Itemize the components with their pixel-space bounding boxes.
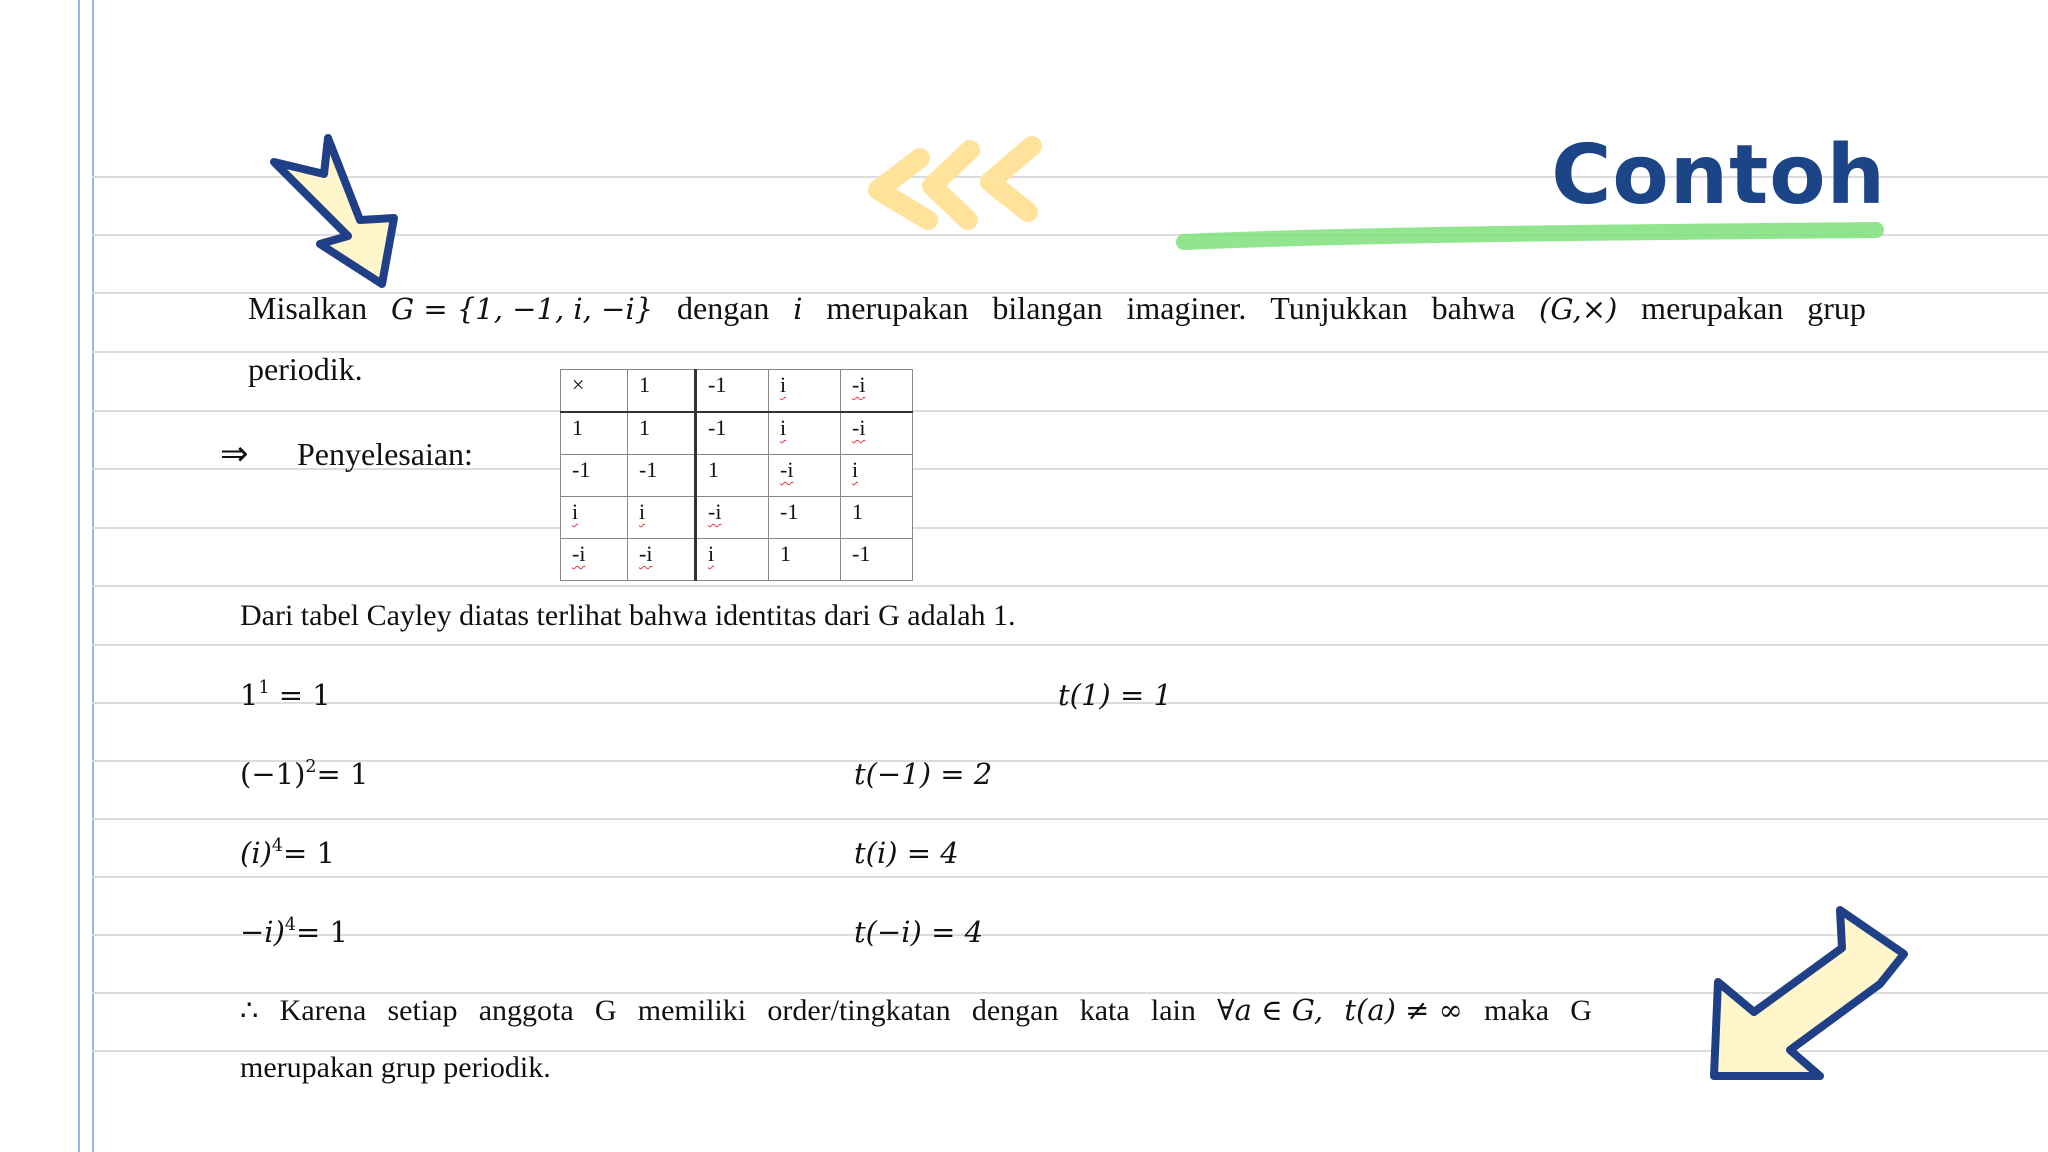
ruled-line: [92, 351, 2048, 353]
conclusion-word: lain: [1150, 994, 1196, 1027]
ruled-line: [92, 760, 2048, 762]
notebook-margin-line: [78, 0, 80, 1152]
power-result: = 1: [316, 757, 369, 791]
power-exponent: 4: [271, 835, 283, 856]
table-row: [561, 497, 913, 539]
problem-line-1: [248, 290, 1866, 327]
chevrons-left-icon: [860, 128, 1050, 238]
problem-math-i: i: [793, 292, 803, 326]
table-cell: 1: [628, 412, 696, 455]
problem-word: bilangan: [992, 290, 1103, 326]
conclusion-word: setiap: [387, 994, 458, 1027]
conclusion-math-order: t(a) ≠ ∞: [1344, 993, 1463, 1027]
conclusion-word: memiliki: [637, 994, 747, 1027]
power-result: = 1: [295, 915, 348, 949]
table-cell: [841, 455, 913, 497]
conclusion-word: G: [594, 994, 617, 1027]
table-cell: -1: [628, 455, 696, 497]
problem-word: bahwa: [1431, 290, 1516, 326]
power-result: = 1: [282, 836, 335, 870]
order-equation: t(−i) = 4: [854, 915, 984, 949]
arrow-down-right-icon: [266, 132, 406, 292]
problem-word: merupakan: [826, 290, 969, 326]
power-equation: [240, 915, 348, 949]
cell-value: -i: [852, 372, 866, 397]
arrow-down-left-icon: [1702, 900, 1922, 1090]
problem-word: Tunjukkan: [1270, 290, 1408, 326]
page-title: Contoh: [1551, 128, 1886, 223]
table-cell: -1: [561, 455, 628, 497]
table-cell: [841, 370, 913, 413]
table-cell: [628, 497, 696, 539]
power-exponent: 4: [284, 914, 296, 935]
problem-math-group: (G,×): [1539, 292, 1618, 326]
ruled-line: [92, 876, 2048, 878]
table-row: [561, 370, 913, 413]
table-cell: ×: [561, 370, 628, 413]
power-base: (i): [240, 836, 272, 870]
cell-value: i: [708, 541, 715, 566]
table-cell: [841, 412, 913, 455]
power-equation: [240, 757, 368, 791]
ruled-line: [92, 818, 2048, 820]
ruled-line: [92, 527, 2048, 529]
power-base: (−1): [240, 757, 306, 791]
conclusion-math-forall: ∀a ∈ G,: [1217, 993, 1324, 1027]
cell-value: -i: [708, 499, 722, 524]
problem-word: dengan: [676, 290, 770, 326]
table-cell: [769, 455, 841, 497]
title-highlight-stroke: [1170, 218, 1890, 258]
cell-value: -i: [572, 541, 586, 566]
power-base: −i): [240, 915, 285, 949]
table-cell: -1: [841, 539, 913, 581]
order-equation: t(i) = 4: [854, 836, 959, 870]
problem-word: imaginer.: [1126, 290, 1247, 326]
cell-value: -i: [780, 457, 794, 482]
power-exponent: 2: [305, 756, 317, 777]
conclusion-word: order/tingkatan: [767, 994, 951, 1027]
table-cell: [769, 412, 841, 455]
table-row: [561, 539, 913, 581]
cell-value: i: [780, 415, 787, 440]
cayley-table: [560, 369, 913, 581]
order-equation: t(−1) = 2: [854, 757, 993, 791]
table-cell: [769, 370, 841, 413]
conclusion-word: maka: [1484, 994, 1550, 1027]
power-exponent: 1: [258, 677, 270, 698]
solution-label: Penyelesaian:: [297, 436, 473, 472]
cell-value: i: [780, 372, 787, 397]
conclusion-word: dengan: [971, 994, 1059, 1027]
therefore-symbol: ∴: [240, 993, 259, 1027]
ruled-line: [92, 585, 2048, 587]
table-row: [561, 412, 913, 455]
table-cell: 1: [561, 412, 628, 455]
cell-value: i: [639, 499, 646, 524]
table-cell: 1: [628, 370, 696, 413]
table-cell: 1: [696, 455, 769, 497]
conclusion-line-2: merupakan grup periodik.: [240, 1051, 551, 1084]
implies-arrow: ⇒: [220, 434, 249, 474]
table-cell: [696, 539, 769, 581]
conclusion-word: kata: [1079, 994, 1130, 1027]
power-base: 1: [240, 678, 259, 712]
table-cell: 1: [769, 539, 841, 581]
table-cell: -1: [769, 497, 841, 539]
problem-line-2: periodik.: [248, 351, 363, 387]
conclusion-word: anggota: [478, 994, 574, 1027]
ruled-line: [92, 644, 2048, 646]
table-cell: 1: [841, 497, 913, 539]
table-cell: [561, 539, 628, 581]
power-result: = 1: [278, 678, 331, 712]
power-equation: [240, 678, 331, 712]
problem-word: grup: [1807, 290, 1866, 326]
table-row: [561, 455, 913, 497]
order-equation: t(1) = 1: [1058, 678, 1172, 712]
power-equation: [240, 836, 335, 870]
table-cell: [628, 539, 696, 581]
table-cell: -1: [696, 412, 769, 455]
table-cell: [696, 497, 769, 539]
conclusion-word: G: [1570, 994, 1592, 1027]
problem-word: merupakan: [1641, 290, 1784, 326]
table-cell: [561, 497, 628, 539]
problem-word: Misalkan: [248, 290, 368, 326]
cell-value: -i: [639, 541, 653, 566]
problem-math-set: G = {1, −1, i, −i}: [390, 292, 654, 326]
conclusion-line-1: [240, 993, 1592, 1028]
cell-value: i: [572, 499, 579, 524]
ruled-line: [92, 410, 2048, 412]
conclusion-word: Karena: [279, 994, 367, 1027]
cell-value: i: [852, 457, 859, 482]
identity-statement: Dari tabel Cayley diatas terlihat bahwa identitas dari G adalah 1.: [240, 599, 1016, 632]
cell-value: -i: [852, 415, 866, 440]
notebook-margin-line: [92, 0, 94, 1152]
table-cell: -1: [696, 370, 769, 413]
